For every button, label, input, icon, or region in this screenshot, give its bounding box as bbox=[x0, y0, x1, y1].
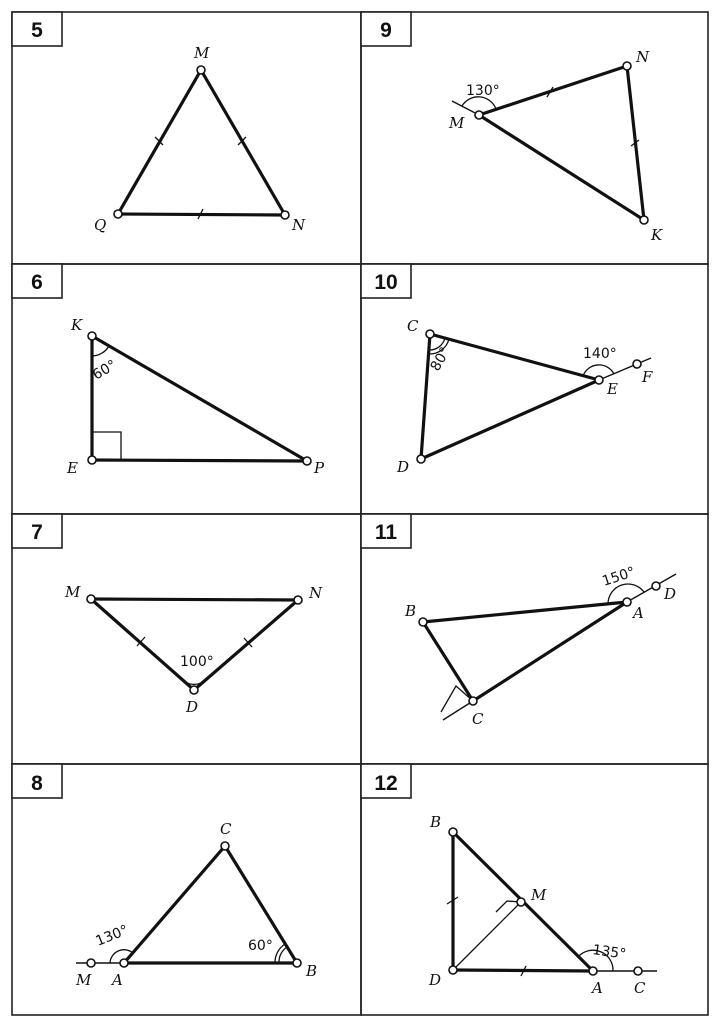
vertex-label: A bbox=[592, 979, 603, 997]
angle-label: 135° bbox=[591, 942, 628, 963]
problem-number: 11 bbox=[374, 521, 398, 544]
problem-5-panel bbox=[12, 12, 361, 264]
vertex-label: P bbox=[314, 459, 325, 477]
vertex-label: E bbox=[607, 380, 618, 398]
problem-number: 10 bbox=[374, 271, 398, 294]
angle-label: 130° bbox=[466, 83, 500, 99]
angle-label: 140° bbox=[583, 346, 617, 362]
vertex-label: B bbox=[430, 813, 442, 831]
vertex-label: M bbox=[194, 44, 210, 62]
angle-label: 150° bbox=[600, 564, 638, 590]
vertex-label: A bbox=[633, 604, 644, 622]
angle-label: 130° bbox=[93, 922, 131, 950]
problem-10-panel bbox=[361, 264, 708, 514]
angle-label: 100° bbox=[180, 654, 214, 670]
vertex-label: M bbox=[76, 971, 92, 989]
vertex-label: C bbox=[472, 710, 484, 728]
triangle-mqn bbox=[114, 66, 289, 219]
problem-6-panel bbox=[12, 264, 361, 514]
problem-number: 5 bbox=[31, 19, 43, 42]
right-angle-mark bbox=[92, 432, 121, 460]
vertex-label: K bbox=[71, 316, 83, 334]
problem-number: 6 bbox=[31, 271, 43, 294]
right-angle-mark bbox=[441, 686, 473, 712]
problem-9-panel bbox=[361, 12, 708, 264]
angle-arc bbox=[583, 365, 614, 376]
vertex-label: D bbox=[429, 971, 442, 989]
vertex-label: D bbox=[186, 698, 199, 716]
problem-11-panel bbox=[361, 514, 708, 764]
angle-arc bbox=[279, 947, 287, 963]
problem-number: 12 bbox=[374, 772, 398, 795]
vertex-label: A bbox=[112, 971, 123, 989]
triangle-mnd bbox=[87, 595, 302, 694]
vertex-label: C bbox=[407, 317, 419, 335]
vertex-label: M bbox=[449, 114, 465, 132]
problem-number: 9 bbox=[380, 19, 392, 42]
angle-label: 60° bbox=[90, 357, 120, 384]
problem-12-panel bbox=[361, 764, 708, 1015]
angle-label: 80° bbox=[427, 344, 454, 374]
vertex-label: N bbox=[636, 48, 650, 66]
vertex-label: D bbox=[664, 585, 677, 603]
vertex-label: D bbox=[397, 458, 410, 476]
angle-arc bbox=[275, 944, 285, 963]
extension-line bbox=[443, 701, 473, 720]
vertex-label: C bbox=[634, 979, 646, 997]
vertex-label: Q bbox=[94, 216, 107, 234]
triangle-kep bbox=[88, 332, 311, 465]
vertex-label: F bbox=[642, 368, 653, 386]
vertex-label: K bbox=[651, 226, 663, 244]
angle-arc bbox=[92, 346, 109, 356]
problem-7-panel bbox=[12, 514, 361, 764]
vertex-label: B bbox=[405, 602, 417, 620]
problem-number: 8 bbox=[31, 772, 43, 795]
vertex-label: C bbox=[220, 820, 232, 838]
vertex-label: E bbox=[67, 459, 78, 477]
problem-number: 7 bbox=[31, 521, 43, 544]
altitude-line bbox=[453, 902, 521, 970]
vertex-label: B bbox=[306, 962, 318, 980]
vertex-label: M bbox=[531, 886, 547, 904]
problem-8-panel bbox=[12, 764, 361, 1015]
triangle-bac bbox=[419, 574, 676, 720]
vertex-label: N bbox=[292, 216, 306, 234]
vertex-label: N bbox=[309, 584, 323, 602]
vertex-label: M bbox=[65, 583, 81, 601]
angle-label: 60° bbox=[248, 938, 273, 954]
